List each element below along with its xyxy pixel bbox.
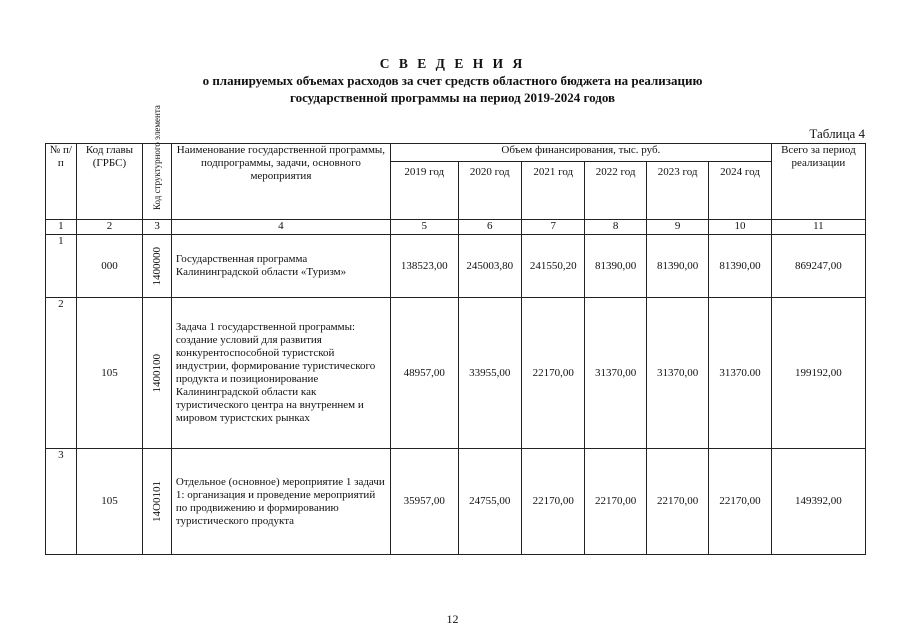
column-number: 10	[709, 220, 771, 235]
row-value-2022: 81390,00	[585, 235, 646, 298]
column-number: 7	[521, 220, 584, 235]
row-code-struct-cell	[143, 449, 172, 555]
header-year-2022: 2022 год	[585, 162, 646, 220]
row-value-2022: 22170,00	[585, 449, 646, 555]
row-value-2020: 33955,00	[458, 298, 521, 449]
column-number: 9	[646, 220, 708, 235]
row-code-struct: 14О0101	[150, 481, 163, 522]
row-total: 869247,00	[771, 235, 865, 298]
column-number: 5	[390, 220, 458, 235]
row-num: 3	[46, 449, 77, 555]
header-year-2023: 2023 год	[646, 162, 708, 220]
row-value-2023: 31370,00	[646, 298, 708, 449]
header-num: № п/п	[46, 144, 77, 220]
table-row	[46, 449, 866, 555]
row-name: Задача 1 государственной программы: создание условий для развития конкурентоспособной туристской индустрии, формирование туристического продукта и позиционирование Калининградской области как туристического центра на внутреннем и мировом туристских рынках	[171, 298, 390, 449]
document-subtitle-line1: о планируемых объемах расходов за счет средств областного бюджета на реализацию	[202, 73, 703, 88]
row-value-2022: 31370,00	[585, 298, 646, 449]
header-row-top	[46, 144, 866, 162]
column-number: 8	[585, 220, 646, 235]
column-number: 11	[771, 220, 865, 235]
row-value-2023: 22170,00	[646, 449, 708, 555]
row-value-2024: 81390,00	[709, 235, 771, 298]
row-code-struct: 1400100	[150, 353, 163, 393]
row-value-2020: 245003,80	[458, 235, 521, 298]
row-code-struct-cell	[143, 235, 172, 298]
row-code-struct-cell	[143, 298, 172, 449]
row-value-2019: 35957,00	[390, 449, 458, 555]
row-value-2019: 138523,00	[390, 235, 458, 298]
header-funding: Объем финансирования, тыс. руб.	[390, 144, 771, 162]
header-year-2019: 2019 год	[390, 162, 458, 220]
row-code-head: 105	[76, 449, 143, 555]
column-number: 6	[458, 220, 521, 235]
document-title: С В Е Д Е Н И Я	[379, 56, 526, 71]
table-row	[46, 298, 866, 449]
column-number: 3	[143, 220, 172, 235]
row-value-2024: 22170,00	[709, 449, 771, 555]
table-row	[46, 235, 866, 298]
row-num: 2	[46, 298, 77, 449]
document-title-block	[0, 55, 905, 106]
header-code-struct-cell	[143, 105, 172, 220]
column-number: 4	[171, 220, 390, 235]
document-subtitle-line2: государственной программы на период 2019-2024 годов	[289, 90, 616, 105]
header-year-2020: 2020 год	[458, 162, 521, 220]
row-code-head: 000	[76, 235, 143, 298]
row-name: Отдельное (основное) мероприятие 1 задачи 1: организация и проведение мероприятий по продвижению и формированию туристического продукта	[171, 449, 390, 555]
header-year-2024: 2024 год	[709, 162, 771, 220]
column-number: 1	[46, 220, 77, 235]
row-total: 199192,00	[771, 298, 865, 449]
header-code-struct: Код структурного элемента	[152, 105, 163, 210]
row-value-2021: 22170,00	[521, 449, 584, 555]
row-code-head: 105	[76, 298, 143, 449]
row-value-2023: 81390,00	[646, 235, 708, 298]
column-number: 2	[76, 220, 143, 235]
table-label: Таблица 4	[809, 126, 865, 141]
header-year-2021: 2021 год	[521, 162, 584, 220]
row-value-2021: 241550,20	[521, 235, 584, 298]
row-total: 149392,00	[771, 449, 865, 555]
column-number-row	[46, 220, 866, 235]
header-total: Всего за период реализации	[771, 144, 865, 220]
page-number: 12	[446, 612, 459, 626]
row-code-struct: 1400000	[150, 246, 163, 286]
row-value-2020: 24755,00	[458, 449, 521, 555]
row-value-2021: 22170,00	[521, 298, 584, 449]
row-value-2019: 48957,00	[390, 298, 458, 449]
row-value-2024: 31370.00	[709, 298, 771, 449]
row-name: Государственная программа Калининградской области «Туризм»	[171, 235, 390, 298]
header-code-head: Код главы (ГРБС)	[76, 144, 143, 220]
row-num: 1	[46, 235, 77, 298]
header-name: Наименование государственной программы, подпрограммы, задачи, основного мероприятия	[171, 144, 390, 220]
